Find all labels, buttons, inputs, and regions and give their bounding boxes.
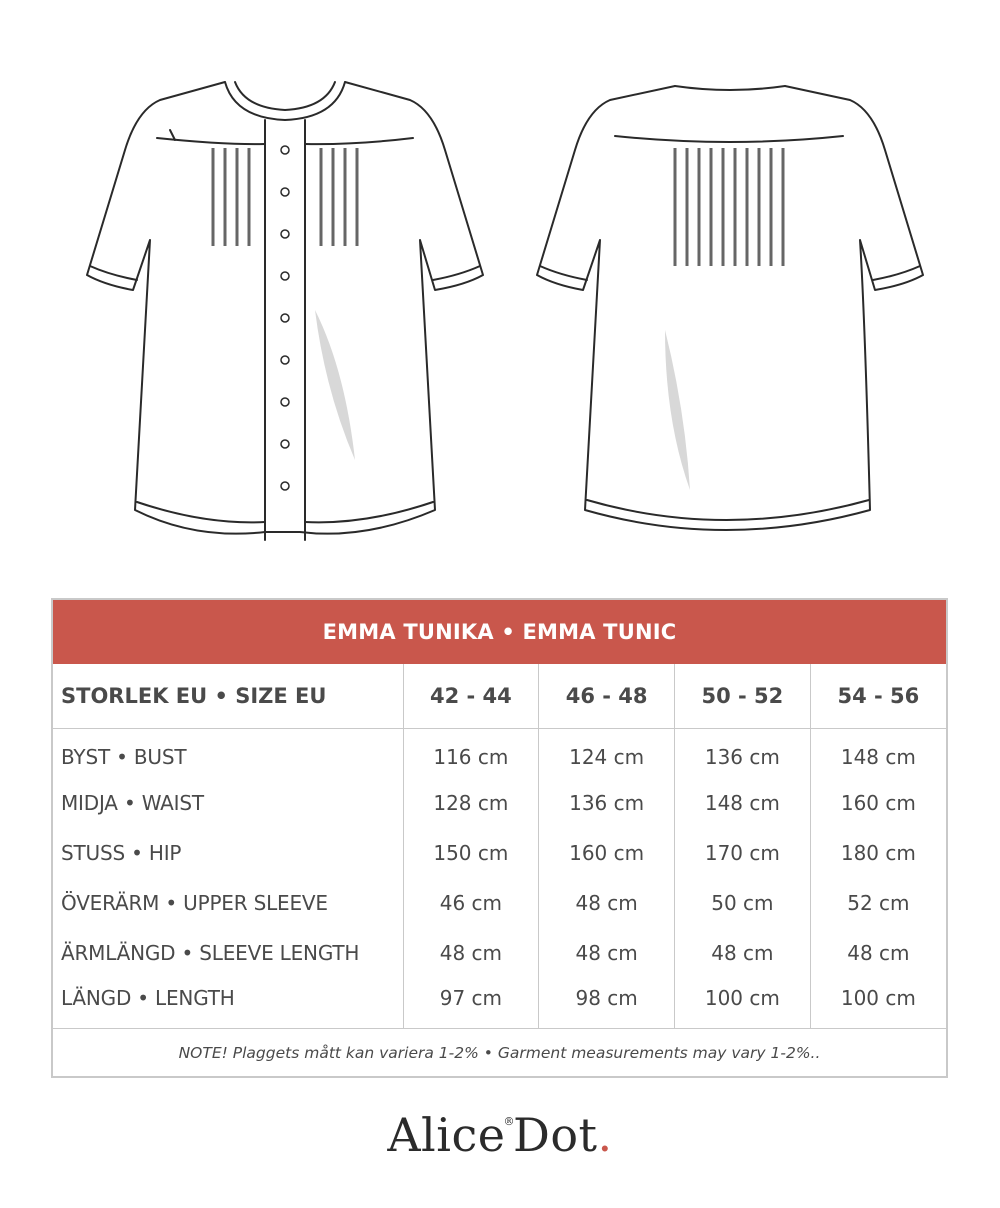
size-header: 54 - 56 (810, 664, 946, 728)
cell-value: 160 cm (840, 791, 916, 815)
size-chart (51, 598, 948, 1078)
back-view-sketch (525, 70, 935, 550)
row-label: LÄNGD • LENGTH (53, 978, 403, 1028)
cell-value: 48 cm (403, 928, 539, 978)
cell-value: 170 cm (675, 828, 811, 878)
size-header-row (53, 664, 946, 728)
cell-value: 136 cm (675, 728, 811, 778)
brand-name-alice: Alice (387, 1108, 506, 1162)
chart-title: EMMA TUNIKA • EMMA TUNIC (53, 600, 946, 664)
size-header-label: STORLEK EU • SIZE EU (53, 664, 403, 728)
cell-value: 46 cm (403, 878, 539, 928)
cell-value: 52 cm (847, 891, 910, 915)
cell-value: 98 cm (539, 978, 675, 1028)
cell-value: 48 cm (539, 928, 675, 978)
table-row (53, 778, 946, 828)
cell-value: 100 cm (840, 986, 916, 1010)
cell-value: 50 cm (675, 878, 811, 928)
row-label: MIDJA • WAIST (53, 778, 403, 828)
front-view-sketch (75, 70, 485, 550)
cell-value: 124 cm (539, 728, 675, 778)
measurement-note: NOTE! Plaggets mått kan variera 1-2% • Garment measurements may vary 1-2%.. (53, 1028, 946, 1076)
cell-value: 100 cm (675, 978, 811, 1028)
brand-logo (0, 1108, 1000, 1162)
table-row (53, 828, 946, 878)
table-row (53, 878, 946, 928)
size-header: 50 - 52 (675, 664, 811, 728)
cell-value: 48 cm (847, 941, 910, 965)
row-label: ÄRMLÄNGD • SLEEVE LENGTH (53, 928, 403, 978)
table-row (53, 728, 946, 778)
row-label: STUSS • HIP (53, 828, 403, 878)
garment-sketches (0, 0, 1000, 570)
brand-name-dot: Dot (512, 1108, 598, 1162)
cell-value: 136 cm (539, 778, 675, 828)
cell-value: 180 cm (840, 841, 916, 865)
cell-value: 116 cm (403, 728, 539, 778)
cell-value: 148 cm (675, 778, 811, 828)
size-table (53, 664, 946, 1028)
cell-value: 97 cm (403, 978, 539, 1028)
cell-value: 48 cm (539, 878, 675, 928)
brand-dot: . (597, 1108, 613, 1162)
row-label: ÖVERÄRM • UPPER SLEEVE (53, 878, 403, 928)
row-label: BYST • BUST (53, 728, 403, 778)
table-row (53, 978, 946, 1028)
cell-value: 128 cm (403, 778, 539, 828)
cell-value: 48 cm (675, 928, 811, 978)
cell-value: 150 cm (403, 828, 539, 878)
cell-value: 160 cm (539, 828, 675, 878)
size-header: 42 - 44 (403, 664, 539, 728)
cell-value: 148 cm (840, 745, 916, 770)
table-row (53, 928, 946, 978)
registered-mark: ® (503, 1115, 515, 1128)
size-header: 46 - 48 (539, 664, 675, 728)
